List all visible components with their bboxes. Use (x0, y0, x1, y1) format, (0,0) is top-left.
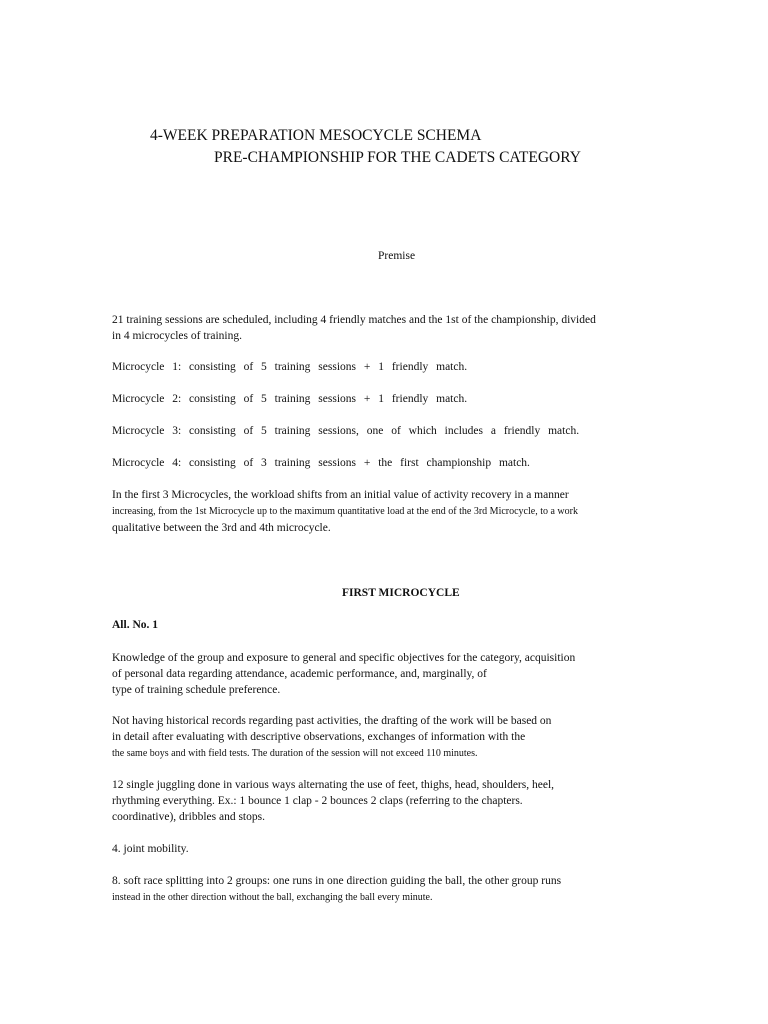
records-line: in detail after evaluating with descriptive observations, exchanges of information with the (112, 731, 526, 743)
knowledge-line: of personal data regarding attendance, academic performance, and, marginally, of (112, 668, 487, 680)
first-microcycle-heading: FIRST MICROCYCLE (342, 587, 460, 599)
microcycle-2-summary: Microcycle 2: consisting of 5 training sessions + 1 friendly match. (112, 393, 468, 405)
records-line: the same boys and with field tests. The duration of the session will not exceed 110 minutes. (112, 748, 478, 759)
premise-intro-line: 21 training sessions are scheduled, including 4 friendly matches and the 1st of the championship, divided (112, 314, 596, 326)
workload-line: increasing, from the 1st Microcycle up to the maximum quantitative load at the end of the 3rd Microcycle, to a work (112, 506, 578, 517)
records-line: Not having historical records regarding past activities, the drafting of the work will be based on (112, 715, 552, 727)
session-label: All. No. 1 (112, 619, 158, 631)
race-line: 8. soft race splitting into 2 groups: one runs in one direction guiding the ball, the other group runs (112, 875, 562, 887)
premise-heading: Premise (378, 250, 416, 262)
knowledge-line: type of training schedule preference. (112, 684, 281, 696)
juggling-line: coordinative), dribbles and stops. (112, 811, 265, 823)
microcycle-1-summary: Microcycle 1: consisting of 5 training sessions + 1 friendly match. (112, 361, 468, 373)
workload-line: qualitative between the 3rd and 4th microcycle. (112, 522, 331, 534)
race-line: instead in the other direction without the ball, exchanging the ball every minute. (112, 892, 433, 903)
premise-intro-line: in 4 microcycles of training. (112, 330, 242, 342)
document-title-line-2: PRE-CHAMPIONSHIP FOR THE CADETS CATEGORY (214, 149, 581, 166)
workload-line: In the first 3 Microcycles, the workload shifts from an initial value of activity recovery in a manner (112, 489, 569, 501)
microcycle-3-summary: Microcycle 3: consisting of 5 training sessions, one of which includes a friendly match. (112, 425, 580, 437)
document-title-line-1: 4-WEEK PREPARATION MESOCYCLE SCHEMA (150, 127, 482, 144)
juggling-line: rhythming everything. Ex.: 1 bounce 1 clap - 2 bounces 2 claps (referring to the chapters. (112, 795, 523, 807)
juggling-line: 12 single juggling done in various ways alternating the use of feet, thighs, head, shoulders, heel, (112, 779, 555, 791)
microcycle-4-summary: Microcycle 4: consisting of 3 training sessions + the first championship match. (112, 457, 530, 469)
joint-mobility-line: 4. joint mobility. (112, 843, 189, 855)
knowledge-line: Knowledge of the group and exposure to general and specific objectives for the category, acquisition (112, 652, 576, 664)
